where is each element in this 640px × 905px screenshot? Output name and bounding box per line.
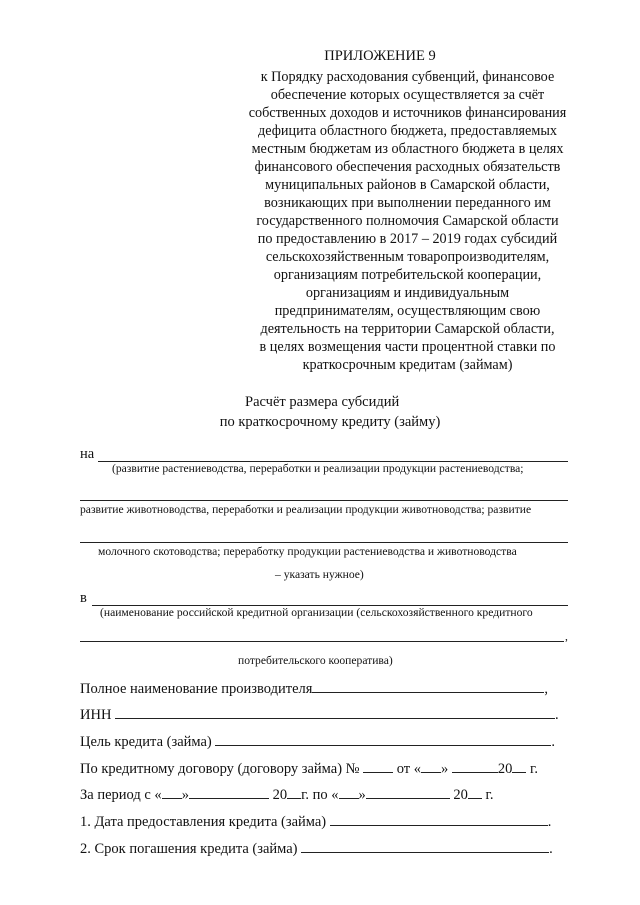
- item-1-row: [80, 813, 551, 831]
- period-row: [80, 786, 493, 804]
- contract-quote: »: [441, 761, 449, 777]
- contract-label: По кредитному договору (договору займа) №: [80, 761, 360, 777]
- calculation-title: [200, 392, 460, 432]
- bank-line-2[interactable]: [80, 641, 564, 642]
- period-start-label: За период с «: [80, 787, 162, 803]
- subtitle-line: по предоставлению в 2017 – 2019 годах субсидий: [257, 231, 558, 247]
- subtitle-line: финансового обеспечения расходных обязательств: [254, 159, 561, 175]
- subtitle-line: возникающих при выполнении переданного им: [264, 195, 551, 211]
- period-end-year-prefix: 20: [453, 787, 468, 803]
- subtitle-line: деятельность на территории Самарской области,: [260, 321, 555, 337]
- inn-period: .: [555, 707, 559, 723]
- purpose-line-2[interactable]: [80, 500, 568, 501]
- subtitle-line: собственных доходов и источников финансирования: [248, 105, 567, 121]
- loan-purpose-input-line[interactable]: [215, 733, 551, 746]
- contract-day-input[interactable]: [421, 760, 441, 773]
- producer-input-line[interactable]: [312, 680, 544, 693]
- bank-prefix: в: [80, 590, 87, 606]
- subtitle-line: в целях возмещения части процентной ставки по: [259, 339, 556, 355]
- item-2-input-line[interactable]: [301, 840, 549, 853]
- subtitle-line: муниципальных районов в Самарской области,: [265, 177, 550, 193]
- period-start-day-input[interactable]: [162, 786, 182, 799]
- contract-year-input[interactable]: [512, 760, 526, 773]
- purpose-line-3[interactable]: [80, 542, 568, 543]
- item-1-period: .: [547, 814, 552, 830]
- bank-trailing-comma: ,: [565, 630, 568, 643]
- producer-label: Полное наименование производителя: [80, 681, 313, 697]
- contract-from-label: от «: [396, 761, 422, 777]
- calculation-title-line2: по краткосрочному кредиту (займу): [219, 414, 441, 430]
- item-2-row: [80, 840, 553, 858]
- subtitle-line: предпринимателям, осуществляющим свою: [274, 303, 541, 319]
- period-quote-2: »: [358, 787, 366, 803]
- loan-purpose-label: Цель кредита (займа): [80, 734, 212, 750]
- appendix-number: ПРИЛОЖЕНИЕ 9: [324, 48, 436, 64]
- contract-year-prefix: 20: [497, 761, 513, 777]
- purpose-hint-2: развитие животноводства, переработки и реализации продукции животноводства; развитие: [80, 503, 532, 516]
- item-2-period: .: [549, 841, 553, 857]
- subtitle-line: дефицита областного бюджета, предоставляемых: [258, 123, 557, 139]
- period-quote-1: »: [181, 787, 189, 803]
- subtitle-line: организациям и индивидуальным: [305, 285, 510, 301]
- subtitle-line: сельскохозяйственным товаропроизводителям,: [265, 249, 550, 265]
- period-end-month-input[interactable]: [366, 786, 450, 799]
- item-1-input-line[interactable]: [330, 813, 548, 826]
- item-2-label: 2. Срок погашения кредита (займа): [80, 841, 298, 857]
- purpose-prefix: на: [80, 446, 95, 462]
- subtitle-line: обеспечение которых осуществляется за счёт: [270, 87, 545, 103]
- contract-year-suffix: г.: [530, 761, 538, 777]
- item-1-label: 1. Дата предоставления кредита (займа): [80, 814, 327, 830]
- period-end-year-input[interactable]: [468, 786, 482, 799]
- bank-hint-1: (наименование российской кредитной организации (сельскохозяйственного кредитного: [100, 606, 533, 619]
- appendix-subtitle: [225, 68, 590, 374]
- loan-purpose-period: .: [551, 734, 555, 750]
- contract-number-input[interactable]: [363, 760, 393, 773]
- subtitle-line: государственного полномочия Самарской области: [256, 213, 559, 229]
- inn-label: ИНН: [80, 707, 112, 723]
- period-start-month-input[interactable]: [189, 786, 269, 799]
- subtitle-line: краткосрочным кредитам (займам): [302, 357, 513, 373]
- producer-comma: ,: [544, 681, 549, 697]
- purpose-hint-4: – указать нужное): [275, 568, 364, 581]
- subtitle-line: местным бюджетам из областного бюджета в целях: [251, 141, 564, 157]
- contract-row: [80, 760, 538, 778]
- subtitle-line: организациям потребительской кооперации,: [273, 267, 542, 283]
- loan-purpose-row: [80, 733, 555, 751]
- subtitle-line: к Порядку расходования субвенций, финансовое: [260, 69, 555, 85]
- producer-row: [80, 680, 548, 698]
- purpose-hint-1: (развитие растениеводства, переработки и реализации продукции растениеводства;: [112, 462, 524, 475]
- calculation-title-line1: Расчёт размера субсидий: [245, 394, 400, 410]
- bank-hint-2: потребительского кооператива): [238, 654, 393, 667]
- period-end-day-input[interactable]: [339, 786, 359, 799]
- period-end-year-suffix: г.: [485, 787, 494, 803]
- inn-row: [80, 706, 559, 724]
- contract-month-input[interactable]: [452, 760, 498, 773]
- purpose-hint-3: молочного скотоводства; переработку продукции растениеводства и животноводства: [98, 545, 517, 558]
- inn-input-line[interactable]: [115, 706, 555, 719]
- period-start-year-prefix: 20: [272, 787, 288, 803]
- period-start-year-input[interactable]: [287, 786, 301, 799]
- period-to-label: г. по «: [301, 787, 339, 803]
